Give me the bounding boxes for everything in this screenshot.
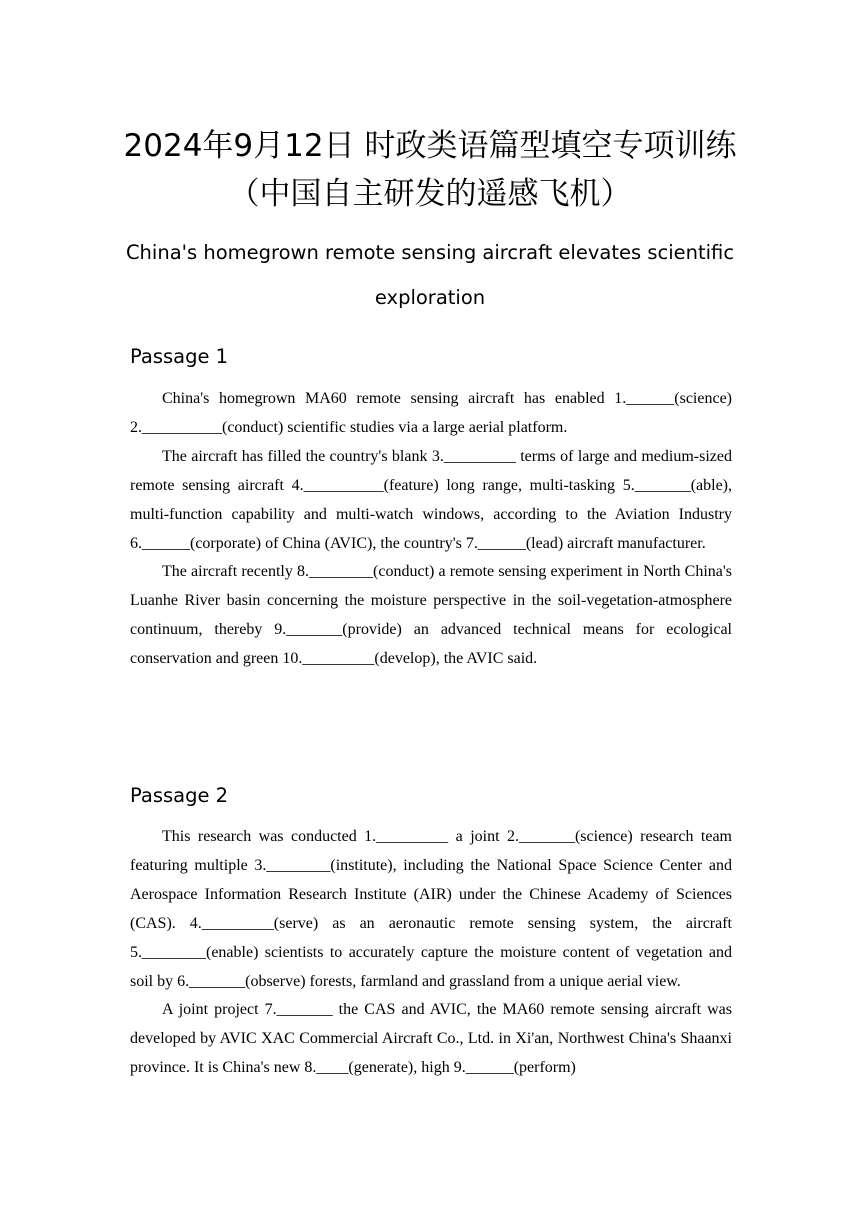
passage-2-body: [130, 823, 732, 1083]
passage-1-heading: Passage 1: [130, 345, 229, 368]
document-title: 2024年9月12日 时政类语篇型填空专项训练（中国自主研发的遥感飞机）: [123, 128, 737, 212]
passage-2-heading: Passage 2: [130, 784, 229, 807]
paragraph: A joint project 7._______ the CAS and AVIC, the MA60 remote sensing aircraft was developed by AVIC XAC Commercial Aircraft Co., Ltd. in Xi'an, Northwest China's Shaanxi province. It is China's new 8.____(generate), high 9.______(perform): [130, 1001, 732, 1077]
paragraph: The aircraft recently 8.________(conduct) a remote sensing experiment in North China's Luanhe River basin concerning the moisture perspective in the soil-vegetation-atmosphere continuum, thereby 9._______(provide) an advanced technical means for ecological conservation and green 10._________(develop), the AVIC said.: [130, 563, 732, 668]
paragraph: The aircraft has filled the country's blank 3._________ terms of large and medium-sized remote sensing aircraft 4.__________(feature) long range, multi-tasking 5._______(able), multi-function capability and multi-watch windows, according to the Aviation Industry 6.______(corporate) of China (AVIC), the country's 7.______(lead) aircraft manufacturer.: [130, 447, 732, 552]
passage-1-body: [130, 385, 732, 674]
paragraph: This research was conducted 1._________ a joint 2._______(science) research team featuring multiple 3.________(institute), including the National Space Science Center and Aerospace Information Research Institute (AIR) under the Chinese Academy of Sciences (CAS). 4._________(serve) as an aeronautic remote sensing system, the aircraft 5.________(enable) scientists to accurately capture the moisture content of vegetation and soil by 6._______(observe) forests, farmland and grassland from a unique aerial view.: [130, 828, 732, 990]
paragraph: China's homegrown MA60 remote sensing aircraft has enabled 1.______(science) 2.__________(conduct) scientific studies via a large aerial platform.: [130, 390, 732, 436]
document-subtitle: China's homegrown remote sensing aircraft elevates scientific exploration: [125, 241, 735, 309]
